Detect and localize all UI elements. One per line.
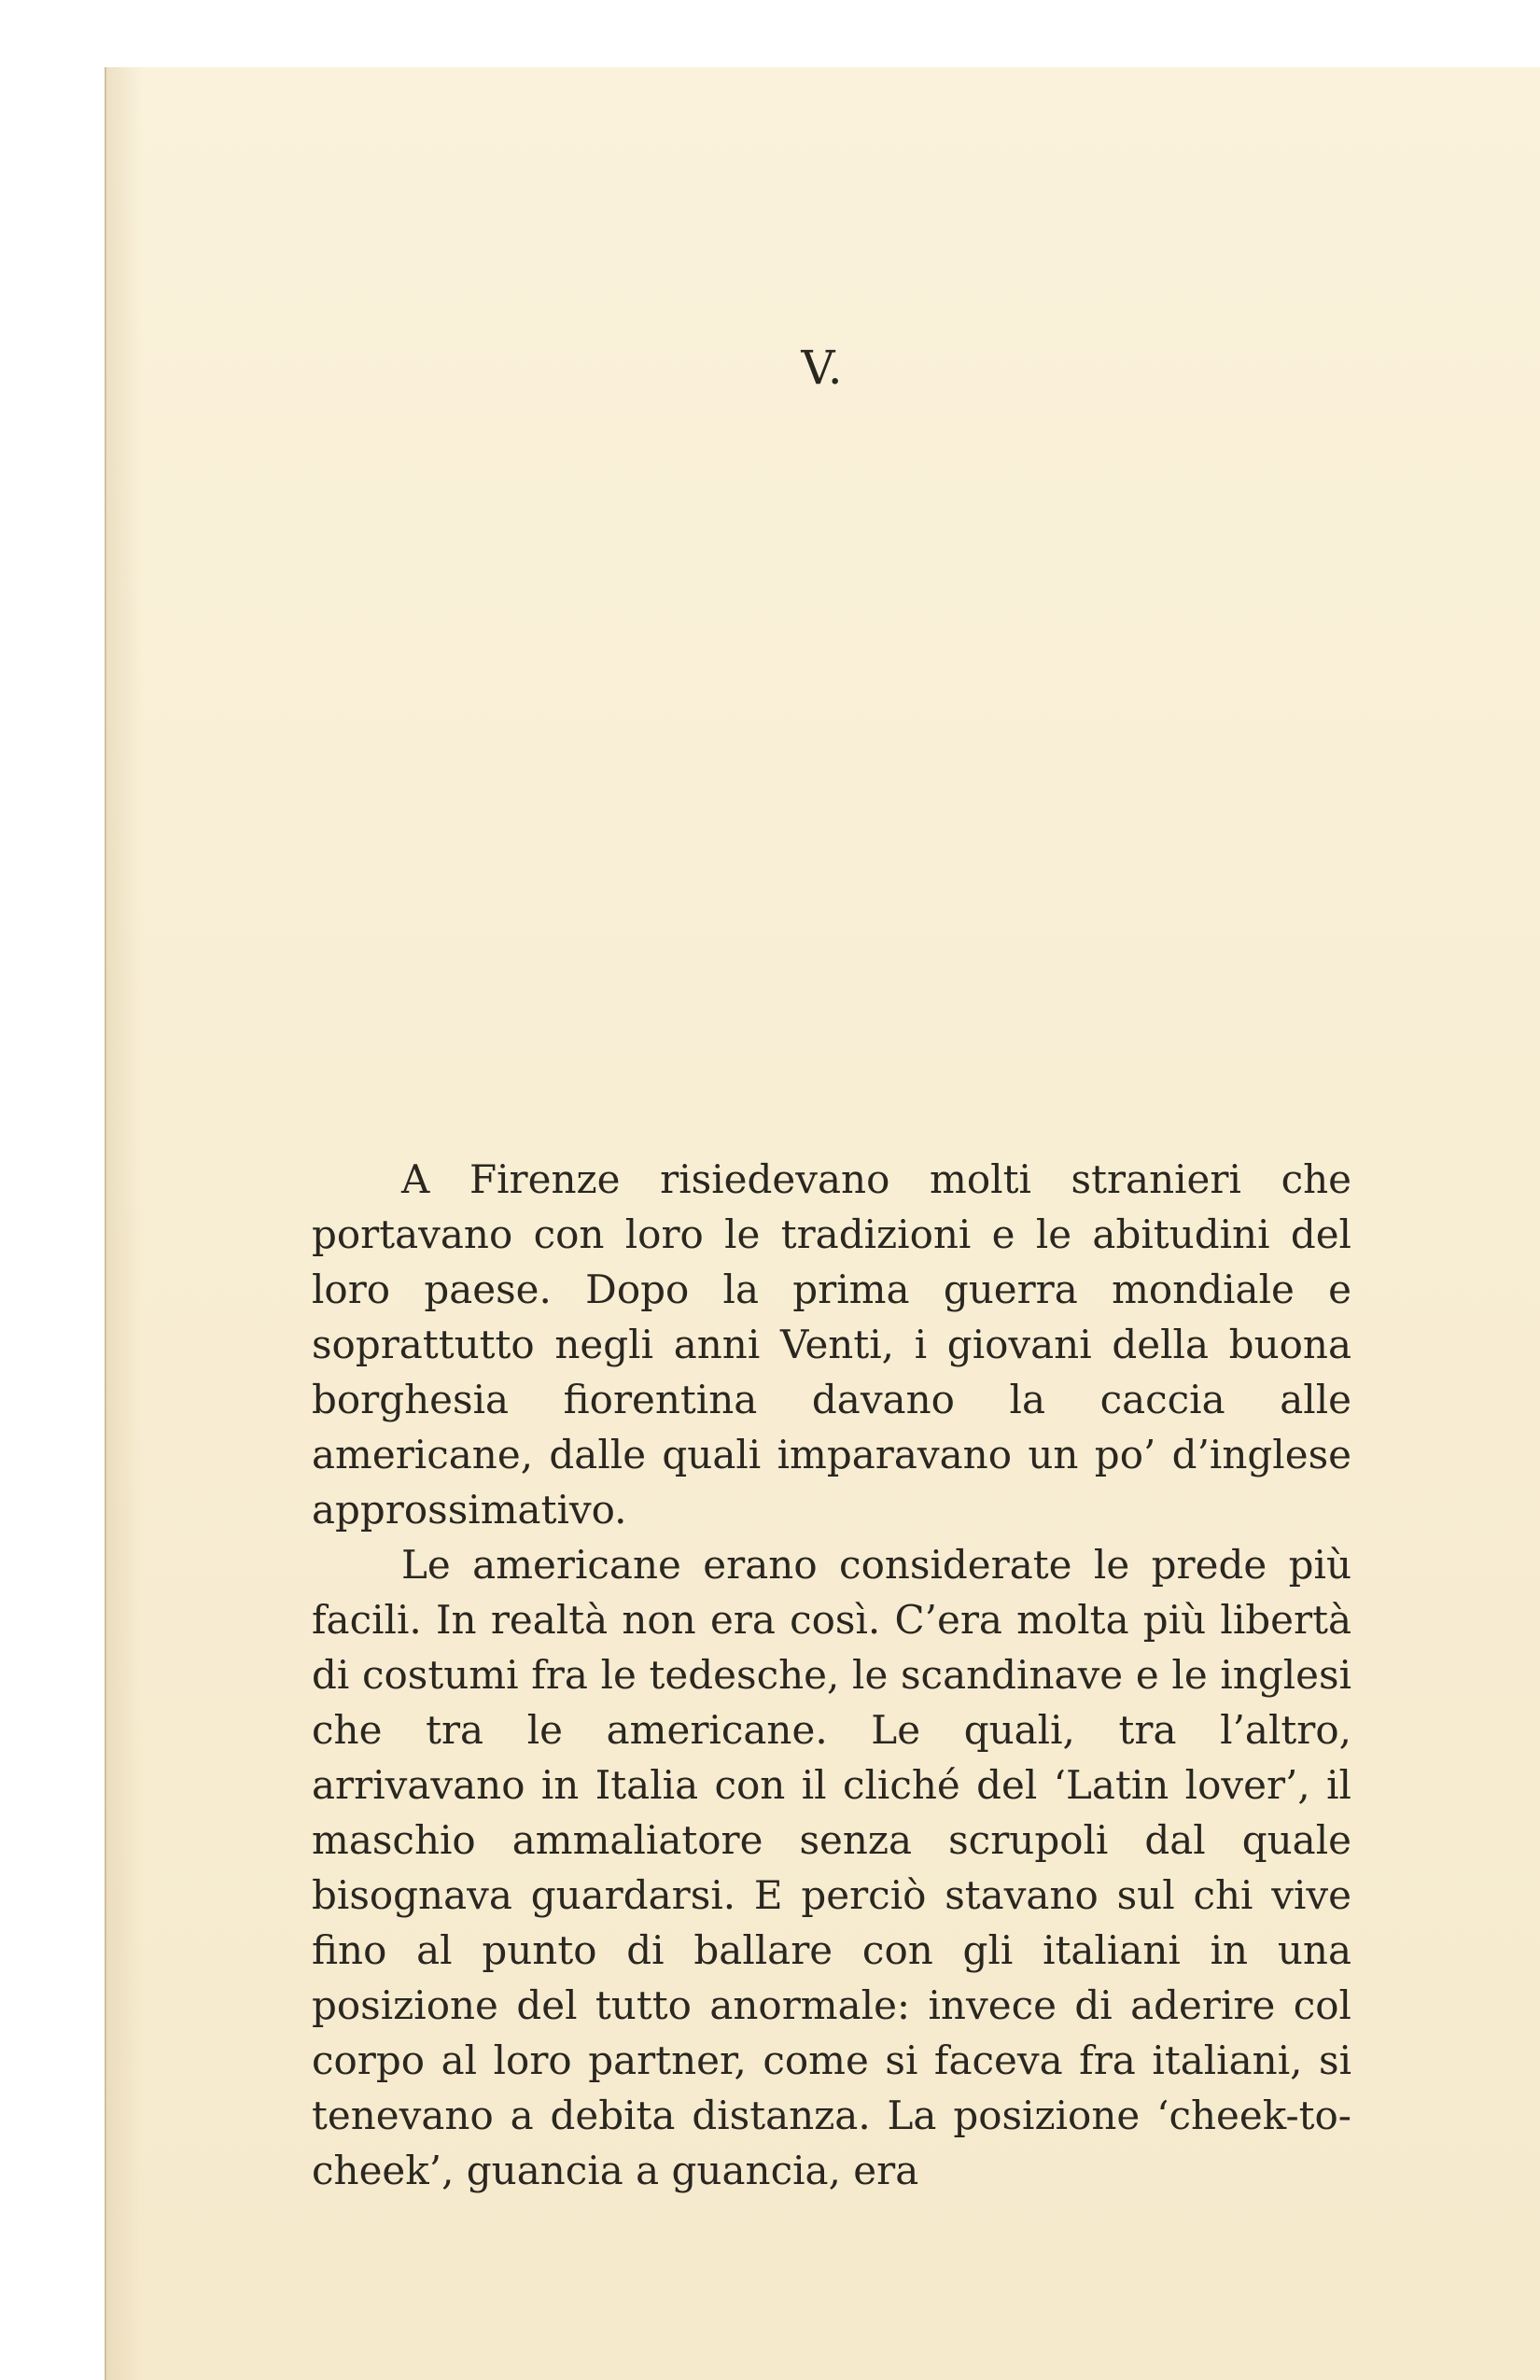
book-page [105,67,1540,2380]
body-text [312,1152,1351,2198]
chapter-heading: V. [801,341,844,395]
paragraph: A Firenze risiedevano molti stranieri che portavano con loro le tradizioni e le abitudini del loro paese. Dopo la prima guerra mondiale e soprattutto negli anni Venti, i giovani della buona borghesia fiorentina davano la caccia alle americane, dalle quali imparavano un po’ d’inglese approssimativo. [312,1156,1351,1533]
paragraph: Le americane erano considerate le prede più facili. In realtà non era così. C’era molta più libertà di costumi fra le tedesche, le scandinave e le inglesi che tra le americane. Le quali, tra l’altro, arrivavano in Italia con il cliché del ‘Latin lover’, il maschio ammaliatore senza scrupoli dal quale bisognava guardarsi. E perciò stavano sul chi vive fino al punto di ballare con gli italiani in una posizione del tutto anormale: invece di aderire col corpo al loro partner, come si faceva fra italiani, si tenevano a debita distanza. La posizione ‘cheek-to-cheek’, guancia a guancia, era [312,1542,1351,2193]
